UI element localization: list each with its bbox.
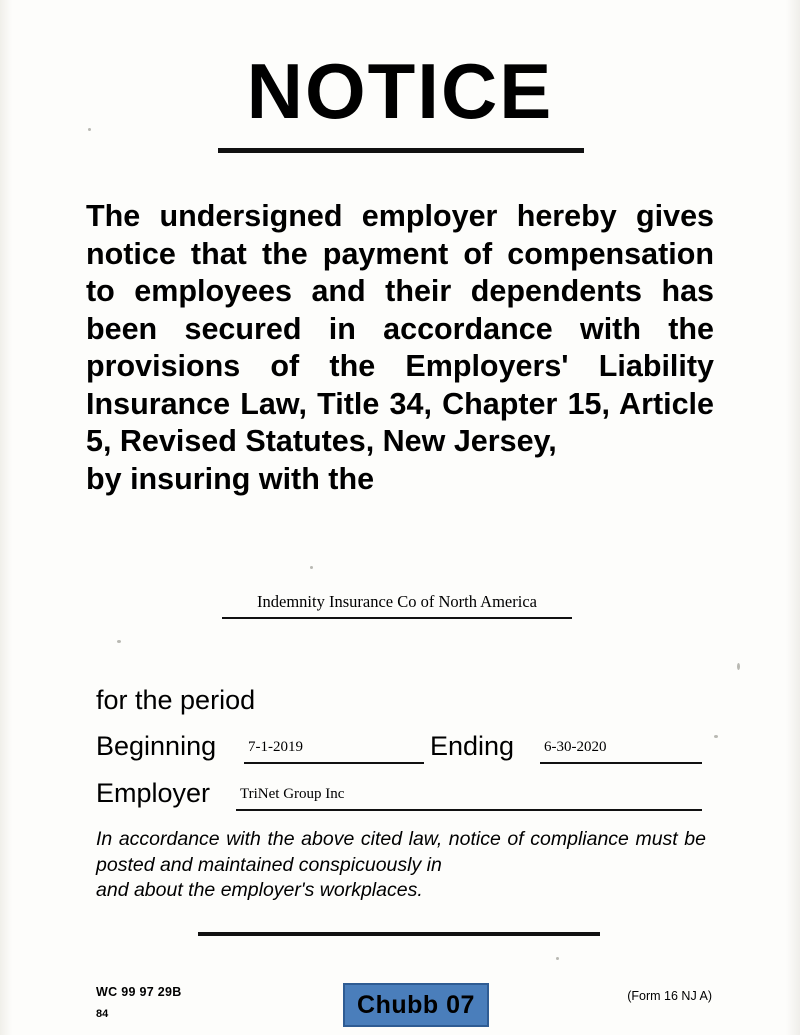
scan-speck: [556, 957, 559, 960]
ending-label: Ending: [430, 731, 515, 761]
policy-period-row: [96, 730, 706, 764]
for-the-period-label: for the period: [96, 685, 256, 715]
ending-date-value: 6-30-2020: [544, 739, 607, 755]
title-underline: [218, 148, 584, 153]
scan-speck: [714, 735, 718, 738]
insurer-name-rule: [222, 617, 572, 619]
form-reference-label: (Form 16 NJ A): [627, 989, 712, 1003]
compliance-statement-main: In accordance with the above cited law, notice of compliance must be posted and maintained conspicuously in: [96, 828, 706, 876]
ending-date-rule: [540, 762, 702, 764]
employer-name-rule: [236, 809, 702, 811]
beginning-label: Beginning: [96, 731, 217, 761]
page-number-label: 84: [96, 1008, 109, 1020]
compliance-statement-last-line: and about the employer's workplaces.: [96, 879, 423, 901]
employer-row: [96, 777, 706, 811]
employer-label: Employer: [96, 778, 211, 808]
scan-speck: [117, 640, 121, 643]
scan-speck: [737, 663, 740, 670]
form-code-label: WC 99 97 29B: [96, 985, 182, 999]
compliance-statement: [96, 827, 706, 904]
beginning-date-value: 7-1-2019: [248, 739, 303, 755]
employer-name-value: TriNet Group Inc: [240, 786, 345, 802]
scan-speck: [310, 566, 313, 569]
beginning-date-rule: [244, 762, 424, 764]
bottom-divider: [198, 932, 600, 936]
carrier-badge: Chubb 07: [343, 983, 489, 1027]
notice-body-paragraph: [86, 198, 714, 498]
insurer-name-field: Indemnity Insurance Co of North America: [257, 592, 537, 611]
notice-body-last-line: by insuring with the: [86, 461, 375, 496]
notice-body-main: The undersigned employer hereby gives notice that the payment of compensation to employees and their dependents has been secured in accordance with the provisions of the Employers' Liability Insurance Law, Title 34, Chapter 15, Article 5, Revised Statutes, New Jersey,: [86, 199, 714, 458]
page-title: NOTICE: [246, 47, 554, 135]
